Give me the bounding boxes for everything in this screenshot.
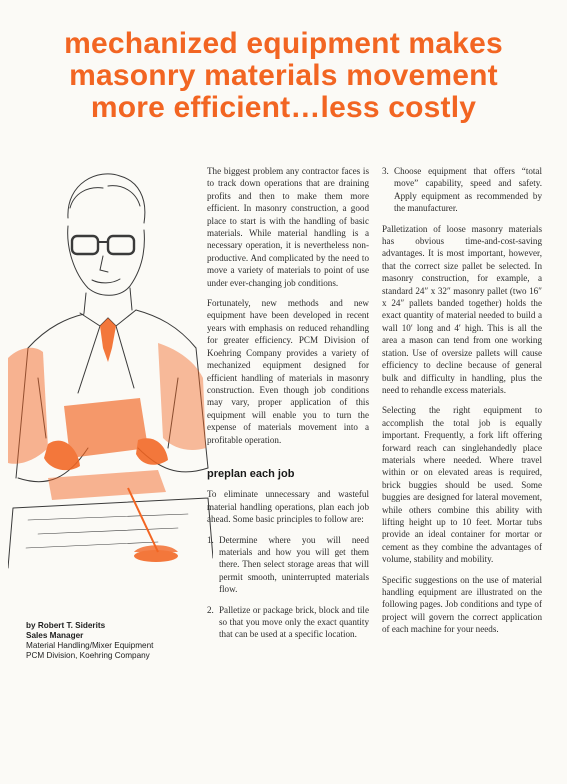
- article-column-1: [207, 165, 369, 649]
- list-number: 1.: [207, 534, 214, 545]
- list-text: Palletize or package brick, block and tile so that you move only the exact quantity that can be used at a specific location.: [219, 604, 369, 640]
- paragraph: Selecting the right equipment to accomplish the total job is equally important. Frequently, a fork lift offering forward reach can singlehandedly place materials where needed. Where travel within or on elevated areas is required, brick buggies should be used. Some buggies are designed for lateral movement, while others combine this ability with lifting height up to 10 feet. Mortar tubs provide an ideal container for mortar or cement as they combine the advantages of volume, stability and mobility.: [382, 405, 542, 565]
- headline-line-1: mechanized equipment makes: [64, 27, 503, 60]
- paragraph: The biggest problem any contractor faces is to track down operations that are draining profits and then to make them more efficient. In masonry construction, a good place to start is with the handling of basic materials. While material handling is a necessary operation, it is nevertheless non-productive. And complicated by the need to move a variety of materials to point of use under ever-changing job conditions.: [207, 166, 369, 288]
- list-text: Choose equipment that offers “total move” capability, speed and safety. Apply equipment as recommended by the manufacturer.: [394, 166, 542, 214]
- list-text: Determine where you will need materials and how you will get them there. Then select storage areas that will permit smooth, uninterrupted materials flow.: [219, 534, 369, 595]
- numbered-list: [382, 165, 542, 215]
- byline-title: Sales Manager: [26, 631, 84, 640]
- author-sketch-illustration: [8, 148, 213, 608]
- byline-department: Material Handling/Mixer Equipment: [26, 641, 154, 650]
- list-item: [207, 604, 369, 641]
- paragraph: Specific suggestions on the use of material handling equipment are illustrated on the following pages. Job conditions and type of project will govern the correct application of each machine for your needs.: [382, 574, 542, 635]
- headline-line-2: masonry materials movement: [69, 59, 498, 92]
- byline-author: by Robert T. Siderits: [26, 621, 106, 630]
- list-number: 2.: [207, 604, 214, 615]
- paragraph: Fortunately, new methods and new equipment have been developed in recent years with emphasis on reduced rehandling for greater efficiency. PCM Division of Koehring Company provides a variety of mechanized equipment designed for efficient handling of materials in masonry construction. Even though job conditions may vary, proper application of this equipment will enable you to turn the expense of materials movement into a profitable operation.: [207, 298, 369, 445]
- numbered-list: [207, 534, 369, 641]
- article-column-2: [382, 165, 542, 644]
- paragraph: Palletization of loose masonry materials has obvious time-and-cost-saving advantages. It is most important, however, that the correct size pallet be selected. In masonry construction, for example, a standard 24″ x 32″ masonry pallet (two 16″ x 24″ pallets banded together) holds the exact quantity of material needed to build a wall 10′ long and 4′ high. This is all the area a mason can tend from one working station. Use of oversize pallets will cause efficiency to decline because of general bulk and difficulty in handling, plus the need to rehandle excess materials.: [382, 223, 542, 395]
- headline: [0, 28, 567, 124]
- list-number: 3.: [382, 166, 389, 176]
- list-item: [382, 165, 542, 215]
- list-item: [207, 534, 369, 596]
- paragraph: To eliminate unnecessary and wasteful material handling operations, plan each job ahead. Some basic principles to follow are:: [207, 489, 369, 525]
- byline-company: PCM Division, Koehring Company: [26, 651, 150, 660]
- byline: [26, 621, 206, 661]
- section-heading: preplan each job: [207, 467, 295, 480]
- headline-line-3: more efficient…less costly: [90, 91, 477, 124]
